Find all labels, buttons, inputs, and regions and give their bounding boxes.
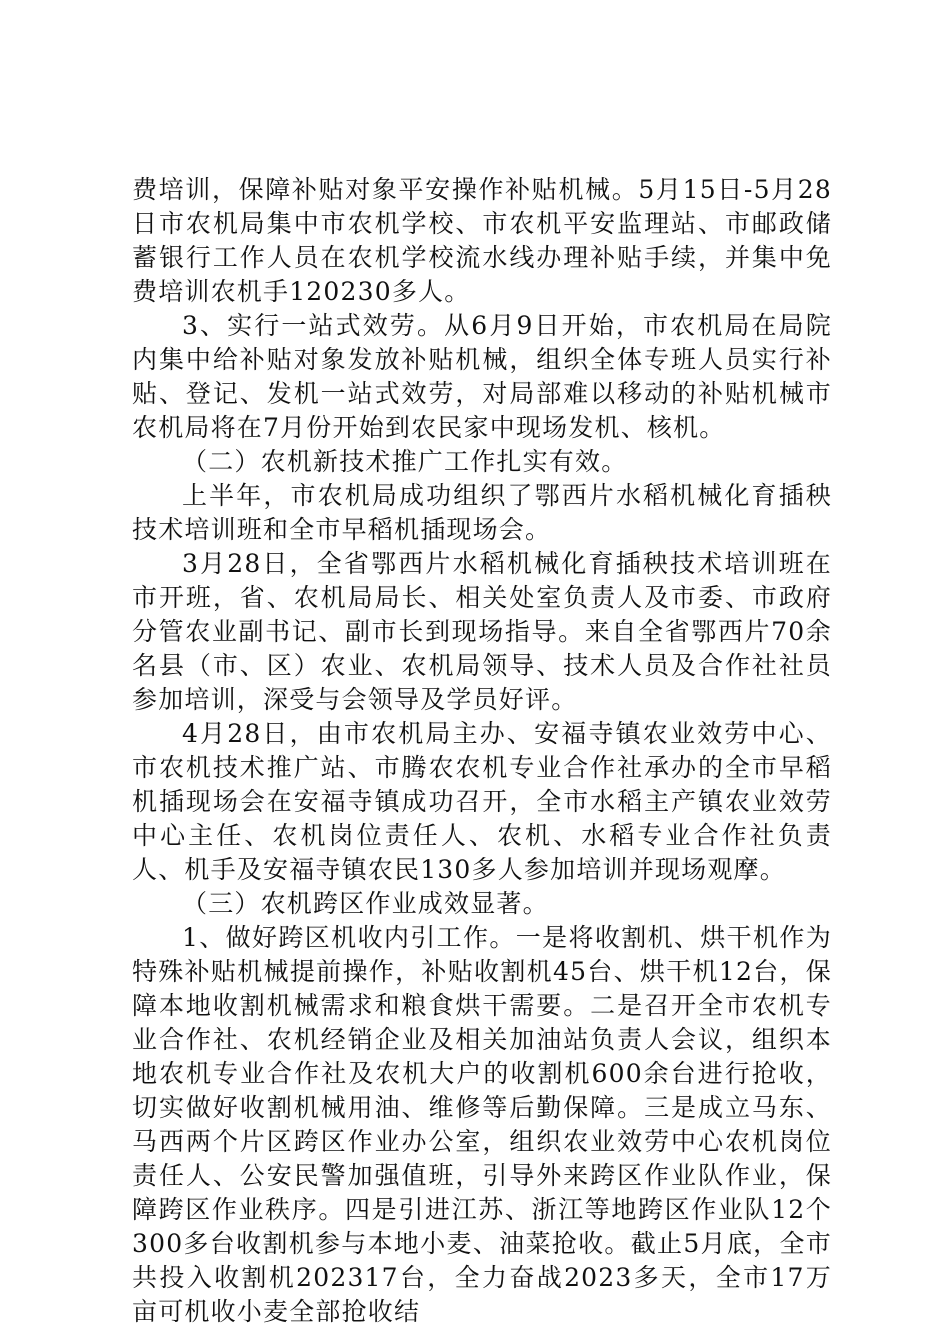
document-page: [132, 173, 832, 1329]
section-heading-new-tech: （二）农机新技术推广工作扎实有效。: [182, 447, 628, 476]
paragraph-cross-region-harvest: 1、做好跨区机收内引工作。一是将收割机、烘干机作为特殊补贴机械提前操作，补贴收割机45台、烘干机12台，保障本地收割机械需求和粮食烘干需要。二是召开全市农机专业合作社、农机经销企业及相关加油站负责人会议，组织本地农机专业合作社及农机大户的收割机600余台进行抢收，切实做好收割机械用油、维修等后勤保障。三是成立马东、马西两个片区跨区作业办公室，组织农业效劳中心农机岗位责任人、公安民警加强值班，引导外来跨区作业队作业，保障跨区作业秩序。四是引进江苏、浙江等地跨区作业队12个300多台收割机参与本地小麦、油菜抢收。截止5月底，全市共投入收割机202317台，全力奋战2023多天，全市17万亩可机收小麦全部抢收结: [132, 923, 832, 1326]
paragraph-march-training: 3月28日，全省鄂西片水稻机械化育插秧技术培训班在市开班，省、农机局局长、相关处室负责人及市委、市政府分管农业副书记、副市长到现场指导。来自全省鄂西片70余名县（市、区）农业、农机局领导、技术人员及合作社社员参加培训，深受与会领导及学员好评。: [132, 549, 832, 714]
section-heading-cross-region: （三）农机跨区作业成效显著。: [182, 889, 549, 918]
paragraph-one-stop-service: 3、实行一站式效劳。从6月9日开始，市农机局在局院内集中给补贴对象发放补贴机械，组织全体专班人员实行补贴、登记、发机一站式效劳，对局部难以移动的补贴机械市农机局将在7月份开始到农民家中现场发机、核机。: [132, 311, 832, 442]
paragraph-subsidy-training: 费培训，保障补贴对象平安操作补贴机械。5月15日-5月28日市农机局集中市农机学校、市农机平安监理站、市邮政储蓄银行工作人员在农机学校流水线办理补贴手续，并集中免费培训农机手120230多人。: [132, 175, 832, 306]
paragraph-first-half-summary: 上半年，市农机局成功组织了鄂西片水稻机械化育插秧技术培训班和全市早稻机插现场会。: [132, 481, 832, 544]
paragraph-april-site-meeting: 4月28日，由市农机局主办、安福寺镇农业效劳中心、市农机技术推广站、市腾农农机专业合作社承办的全市早稻机插现场会在安福寺镇成功召开，全市水稻主产镇农业效劳中心主任、农机岗位责任人、农机、水稻专业合作社负责人、机手及安福寺镇农民130多人参加培训并现场观摩。: [132, 719, 832, 884]
